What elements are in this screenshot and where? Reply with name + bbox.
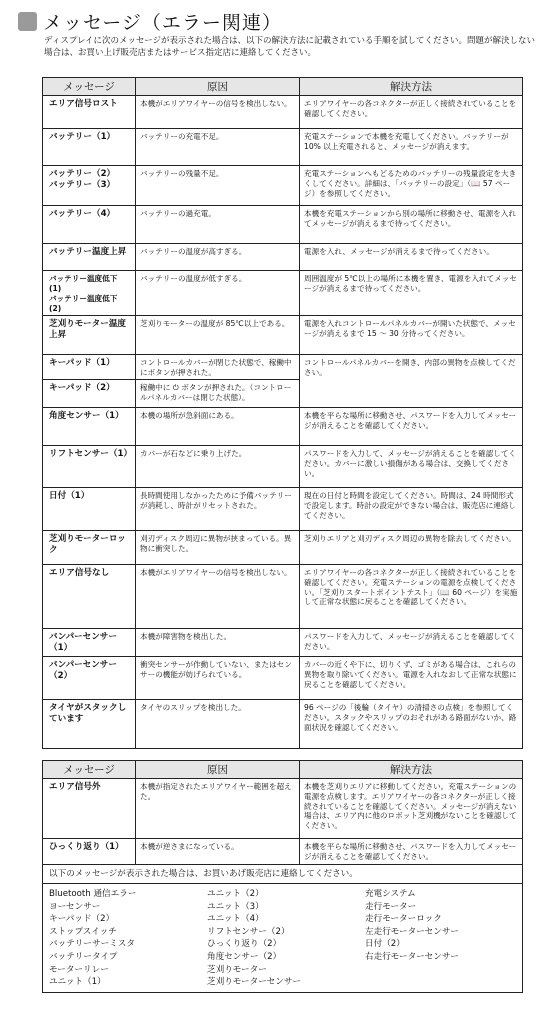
message-cell: リフトセンサー（1）: [43, 446, 136, 488]
table-row: [43, 316, 523, 355]
cause-cell: バッテリーの温度が高すぎる。: [136, 244, 300, 271]
list-item: モーターリレー: [49, 964, 109, 975]
table-row: [43, 129, 523, 166]
solution-cell: 充電ステーションへもどるためのバッテリーの残量設定を大きくしてください。詳細は、「バッテリーの設定」（📖 57 ページ）を参照してください。: [300, 166, 523, 206]
table-row: [43, 629, 523, 657]
cause-cell: タイヤのスリップを検出した。: [136, 700, 300, 749]
message-cell: ひっくり返り（1）: [43, 839, 136, 865]
solution-cell: 96 ページの「後輪（タイヤ）の清掃さの点検」を参照してください。スタックやスリップのおそれがある路面がないか、路面状況を確認してください。: [300, 700, 523, 749]
solution-cell: 本機を芝刈りエリアに移動してください。充電ステーションの電源を点検します。エリアワイヤーの各コネクターが正しく接続されていることを確認してください。メッセージが消えない場合は、エリア内に他のロボット芝刈機がないことを確認してください。: [300, 779, 523, 839]
table-row: [43, 271, 523, 316]
message-cell: バッテリー（1）: [43, 129, 136, 166]
table-row: [43, 166, 523, 206]
solution-cell: 周囲温度が 5℃以上の場所に本機を置き、電源を入れてメッセージが消えるまで待ってください。: [300, 271, 523, 316]
list-item: バッテリータイプ: [49, 951, 118, 962]
title-row: [18, 8, 282, 34]
cause-cell: バッテリーの充電不足。: [136, 129, 300, 166]
message-cell: エリア信号ロスト: [43, 96, 136, 129]
message-cell: 日付（1）: [43, 488, 136, 531]
page-title: メッセージ（エラー関連）: [43, 11, 282, 34]
table-row: [43, 96, 523, 129]
message-cell: バッテリー（2） バッテリー（3）: [43, 166, 136, 206]
cause-cell: バッテリーの過充電。: [136, 206, 300, 244]
solution-cell: 芝刈りエリアと刈刃ディスク周辺の異物を除去してください。: [300, 531, 523, 565]
intro-text: ディスプレイに次のメッセージが表示された場合は、以下の解決方法に記載されている手順を試してください。問題が解決しない場合は、お買い上げ販売店またはサービス指定店に連絡してください。: [44, 36, 536, 58]
list-item: 芝刈りモーター: [207, 964, 267, 975]
header-solution: 解決方法: [300, 761, 523, 779]
message-cell: バンパーセンサー（2）: [43, 657, 136, 700]
list-item: Bluetooth 通信エラー: [49, 889, 137, 899]
list-item: バッテリーサーミスタ: [49, 939, 135, 950]
list-item: 角度センサー（2）: [207, 951, 282, 962]
cause-cell: 本機が障害物を検出した。: [136, 629, 300, 657]
solution-cell: エリアワイヤーの各コネクターが正しく接続されていることを確認してください。: [300, 96, 523, 129]
list-item: ユニット（3）: [207, 901, 264, 912]
table-header-row: [43, 78, 523, 96]
solution-cell: 本機を平らな場所に移動させ、パスワードを入力してメッセージが消えることを確認してください。: [300, 408, 523, 446]
cause-cell: バッテリーの残量不足。: [136, 166, 300, 206]
table-row: [43, 531, 523, 565]
message-cell: キーパッド（2）: [43, 380, 136, 408]
list-item: ユニット（2）: [207, 889, 264, 899]
cause-cell: カバーが石などに乗り上げた。: [136, 446, 300, 488]
list-item: ストップスイッチ: [49, 926, 117, 937]
cause-cell: 本機の場所が急斜面にある。: [136, 408, 300, 446]
list-item: 走行モーターロック: [365, 914, 442, 925]
solution-cell: エリアワイヤーの各コネクターが正しく接続されていることを確認してください。充電ステーションの電源を点検してください。「芝刈りスタートポイントテスト」（📖 60 ページ）を実施して正常な状態に戻ることを確認してください。: [300, 565, 523, 629]
error-message-table-2: [42, 760, 523, 993]
list-item: [365, 976, 515, 989]
list-item: 日付（2）: [365, 939, 405, 950]
solution-cell: 電源を入れ、メッセージが消えるまで待ってください。: [300, 244, 523, 271]
solution-cell: パスワードを入力して、メッセージが消えることを確認してください。カバーに激しい損傷がある場合は、交換してください。: [300, 446, 523, 488]
table-row: [43, 408, 523, 446]
message-cell: キーパッド（1）: [43, 355, 136, 380]
message-cell: 芝刈りモーターロック: [43, 531, 136, 565]
message-cell: 角度センサー（1）: [43, 408, 136, 446]
table-row: [43, 488, 523, 531]
header-cause: 原因: [136, 78, 300, 96]
list-item: ユニット（4）: [207, 914, 264, 925]
header-message: メッセージ: [43, 78, 136, 96]
list-item: 走行モーター: [365, 901, 417, 912]
message-cell: バッテリー（4）: [43, 206, 136, 244]
solution-cell: 現在の日付と時間を設定してください。時間は、24 時間形式で設定します。時計の設定ができない場合は、販売店に連絡してください。: [300, 488, 523, 531]
table-row: [43, 657, 523, 700]
list-item: ユニット（1）: [49, 977, 106, 988]
section-marker-icon: [18, 12, 37, 31]
list-item: 充電システム: [365, 889, 416, 899]
table-row: [43, 244, 523, 271]
message-cell: タイヤがスタックしています: [43, 700, 136, 749]
table-row: [43, 565, 523, 629]
solution-cell: パスワードを入力して、メッセージが消えることを確認してください。: [300, 629, 523, 657]
solution-cell: 電源を入れコントロールパネルカバーが開いた状態で、メッセージが消えるまで 15 ～ 30 分待ってください。: [300, 316, 523, 355]
message-cell: バンパーセンサー（1）: [43, 629, 136, 657]
table-row: [43, 206, 523, 244]
cause-cell: 長時間使用しなかったために予備バッテリーが消耗し、時計がリセットされた。: [136, 488, 300, 531]
header-solution: 解決方法: [300, 78, 523, 96]
message-cell: エリア信号なし: [43, 565, 136, 629]
cause-cell: 本機がエリアワイヤーの信号を検出しない。: [136, 565, 300, 629]
message-cell: エリア信号外: [43, 779, 136, 839]
header-message: メッセージ: [43, 761, 136, 779]
solution-cell: 本機を平らな場所に移動させ、パスワードを入力してメッセージが消えることを確認してください。: [300, 839, 523, 865]
table-header-row: [43, 761, 523, 779]
cause-cell: 本機が指定されたエリアワイヤー範囲を超えた。: [136, 779, 300, 839]
list-item: 左走行モーターセンサー: [365, 926, 460, 937]
list-item: 芝刈りモーターセンサー: [207, 977, 302, 988]
cause-cell: バッテリーの温度が低すぎる。: [136, 271, 300, 316]
cause-cell: 本機が逆さまになっている。: [136, 839, 300, 865]
cause-cell: 稼働中に ⏻ ボタンが押された。（コントロールパネルカバーは閉じた状態）。: [136, 380, 300, 408]
list-item: ヨーセンサー: [49, 901, 101, 912]
cause-cell: 本機がエリアワイヤーの信号を検出しない。: [136, 96, 300, 129]
cause-cell: 衝突センサーが作動していない、またはセンサーの機能が妨げられている。: [136, 657, 300, 700]
header-cause: 原因: [136, 761, 300, 779]
message-cell: バッテリー温度低下 (1) バッテリー温度低下 (2): [43, 271, 136, 316]
solution-cell: カバーの近くや下に、切りくず、ゴミがある場合は、これらの異物を取り除いてください。電源を入れなおして正常な状態に戻ることを確認してください。: [300, 657, 523, 700]
contact-list-row: [43, 884, 523, 993]
table-row: [43, 839, 523, 865]
cause-cell: 芝刈りモーターの温度が 85℃以上である。: [136, 316, 300, 355]
table-row: [43, 355, 523, 380]
list-item: [365, 964, 515, 977]
table-row: [43, 446, 523, 488]
contact-list-cell: [43, 884, 523, 993]
cause-cell: 刈刃ディスク周辺に異物が挟まっている。異物に衝突した。: [136, 531, 300, 565]
message-cell: 芝刈りモーター温度上昇: [43, 316, 136, 355]
solution-cell: コントロールパネルカバーを開き、内部の異物を点検してください。: [300, 355, 523, 408]
cause-cell: コントロールカバーが閉じた状態で、稼働中にボタンが押された。: [136, 355, 300, 380]
error-message-table: [42, 77, 523, 749]
list-item: リフトセンサー（2）: [207, 926, 290, 937]
list-item: キーパッド（2）: [49, 914, 115, 925]
solution-cell: 本機を充電ステーションから別の場所に移動させ、電源を入れてメッセージが消えるまで待ってください。: [300, 206, 523, 244]
contact-note: 以下のメッセージが表示された場合は、お買いあげ販売店に連絡してください。: [43, 865, 523, 884]
message-cell: バッテリー温度上昇: [43, 244, 136, 271]
list-item: 右走行モーターセンサー: [365, 951, 460, 962]
list-item: ひっくり返り（2）: [207, 939, 282, 950]
table-row: [43, 700, 523, 749]
table-row: [43, 779, 523, 839]
contact-message-list: [43, 884, 522, 992]
solution-cell: 充電ステーションで本機を充電してください。バッテリーが 10% 以上充電されると、メッセージが消えます。: [300, 129, 523, 166]
contact-note-row: [43, 865, 523, 884]
